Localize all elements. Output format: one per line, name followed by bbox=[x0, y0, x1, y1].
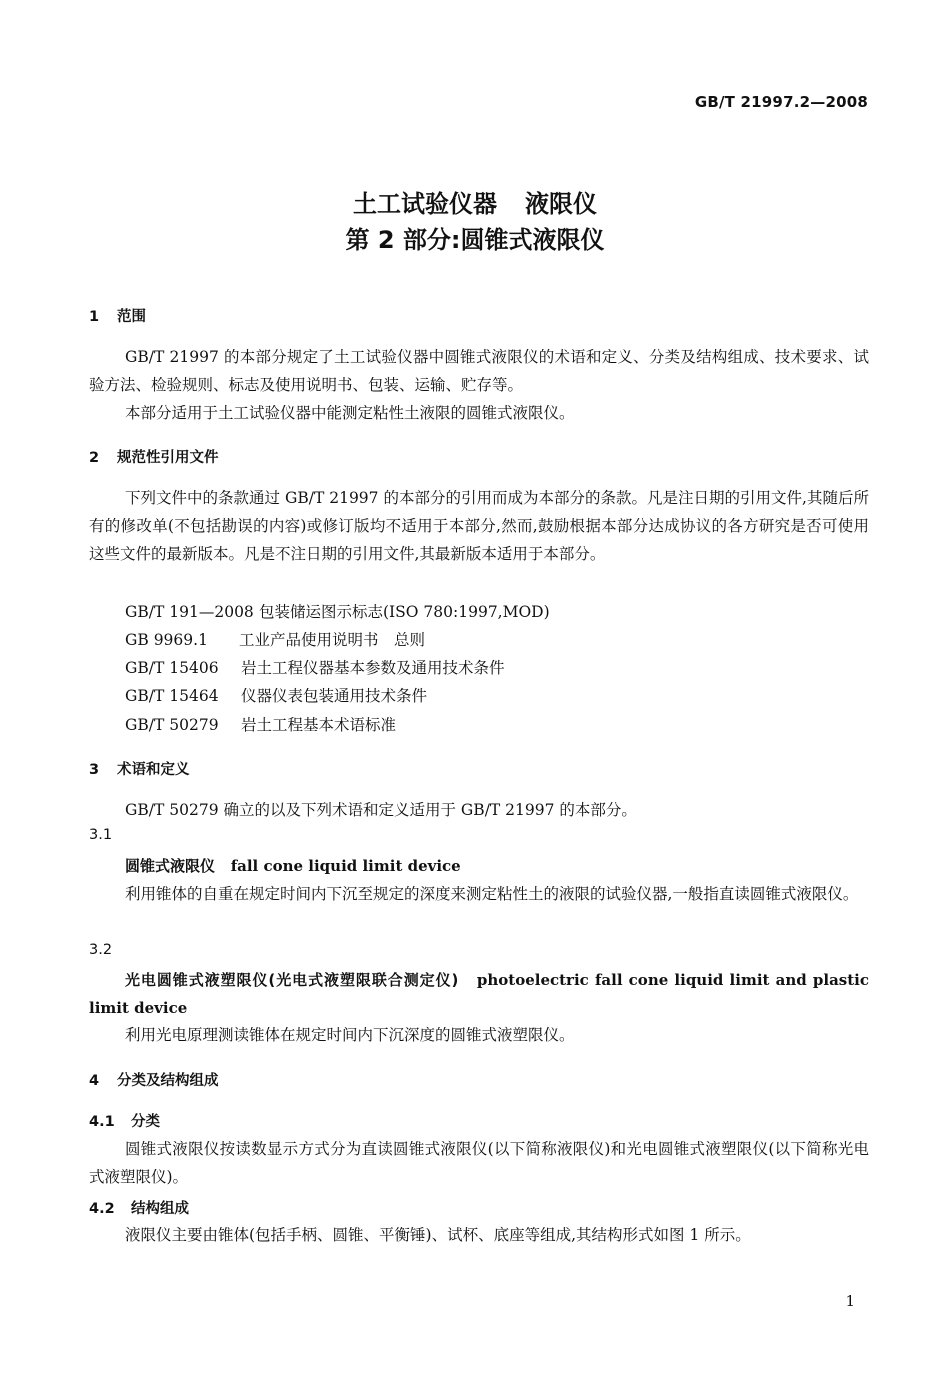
section-title: 术语和定义 bbox=[117, 762, 190, 778]
section-number: 4.2 bbox=[89, 1201, 115, 1217]
term-en: photoelectric fall cone liquid limit and plastic limit device bbox=[89, 971, 869, 1017]
section-number: 2 bbox=[89, 450, 100, 466]
section-1-paragraph-1: GB/T 21997 的本部分规定了土工试验仪器中圆锥式液限仪的术语和定义、分类及结构组成、技术要求、试验方法、检验规则、标志及使用说明书、包装、运输、贮存等。 bbox=[89, 348, 869, 394]
page-number: 1 bbox=[845, 1292, 855, 1310]
reference-title: 包装储运图示标志(ISO 780:1997,MOD) bbox=[259, 603, 550, 621]
section-title: 分类及结构组成 bbox=[117, 1073, 219, 1089]
reference-code: GB/T 191—2008 bbox=[125, 603, 254, 621]
reference-code: GB/T 15406 bbox=[125, 659, 219, 677]
term-3-2-definition: 利用光电原理测读锥体在规定时间内下沉深度的圆锥式液塑限仪。 bbox=[125, 1026, 575, 1044]
section-1-heading bbox=[89, 305, 146, 326]
term-3-1 bbox=[89, 852, 869, 880]
section-2-heading bbox=[89, 446, 219, 467]
section-title: 范围 bbox=[117, 309, 146, 325]
term-3-1-number: 3.1 bbox=[89, 827, 113, 843]
reference-item bbox=[125, 684, 427, 706]
section-number: 3 bbox=[89, 762, 100, 778]
reference-title: 工业产品使用说明书 总则 bbox=[239, 631, 426, 649]
section-title: 结构组成 bbox=[131, 1201, 189, 1217]
section-number: 1 bbox=[89, 309, 100, 325]
section-title: 规范性引用文件 bbox=[117, 450, 219, 466]
document-title-line2: 第 2 部分:圆锥式液限仪 bbox=[345, 226, 605, 254]
term-zh: 光电圆锥式液塑限仪(光电式液塑限联合测定仪) bbox=[125, 971, 459, 989]
standard-code: GB/T 21997.2—2008 bbox=[694, 93, 868, 111]
section-4-1-paragraph: 圆锥式液限仪按读数显示方式分为直读圆锥式液限仪(以下简称液限仪)和光电圆锥式液塑限仪(以下简称光电式液塑限仪)。 bbox=[89, 1140, 869, 1186]
document-title-line1 bbox=[0, 184, 950, 219]
section-number: 4 bbox=[89, 1073, 100, 1089]
section-3-heading bbox=[89, 758, 190, 779]
section-1-paragraph-2: 本部分适用于土工试验仪器中能测定粘性土液限的圆锥式液限仪。 bbox=[125, 404, 575, 422]
reference-title: 岩土工程仪器基本参数及通用技术条件 bbox=[241, 659, 505, 677]
term-3-1-definition: 利用锥体的自重在规定时间内下沉至规定的深度来测定粘性土的液限的试验仪器,一般指直读圆锥式液限仪。 bbox=[125, 885, 859, 903]
term-3-2-number: 3.2 bbox=[89, 942, 113, 958]
section-3-paragraph-1: GB/T 50279 确立的以及下列术语和定义适用于 GB/T 21997 的本部分。 bbox=[125, 801, 637, 819]
section-2-paragraph-1: 下列文件中的条款通过 GB/T 21997 的本部分的引用而成为本部分的条款。凡是注日期的引用文件,其随后所有的修改单(不包括勘误的内容)或修订版均不适用于本部分,然而,鼓励根据本部分达成协议的各方研究是否可使用这些文件的最新版本。凡是不注日期的引用文件,其最新版本适用于本部分。 bbox=[89, 489, 869, 563]
section-4-heading bbox=[89, 1069, 219, 1090]
title-part2: 液限仪 bbox=[525, 190, 597, 218]
section-4-2-paragraph: 液限仪主要由锥体(包括手柄、圆锥、平衡锤)、试杯、底座等组成,其结构形式如图 1 所示。 bbox=[125, 1226, 751, 1244]
reference-title: 仪器仪表包装通用技术条件 bbox=[241, 687, 428, 705]
reference-code: GB/T 15464 bbox=[125, 687, 219, 705]
section-4-2-heading bbox=[89, 1197, 189, 1218]
section-title: 分类 bbox=[131, 1114, 160, 1130]
term-3-2 bbox=[89, 966, 869, 1022]
title-part1: 土工试验仪器 bbox=[353, 190, 497, 218]
reference-code: GB/T 50279 bbox=[125, 716, 219, 734]
term-en: fall cone liquid limit device bbox=[230, 857, 461, 875]
reference-title: 岩土工程基本术语标准 bbox=[241, 716, 397, 734]
reference-item bbox=[125, 600, 550, 622]
reference-code: GB 9969.1 bbox=[125, 631, 208, 649]
section-number: 4.1 bbox=[89, 1114, 115, 1130]
reference-item bbox=[125, 628, 425, 650]
reference-item bbox=[125, 713, 396, 735]
reference-item bbox=[125, 656, 505, 678]
term-zh: 圆锥式液限仪 bbox=[125, 857, 216, 875]
section-4-1-heading bbox=[89, 1110, 160, 1131]
